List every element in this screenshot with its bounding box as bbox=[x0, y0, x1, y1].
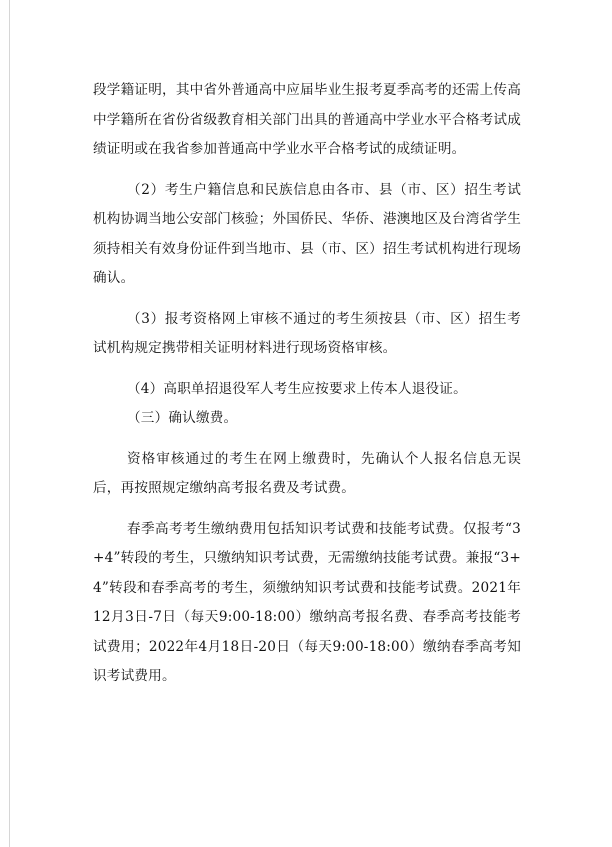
page-left-border bbox=[9, 0, 10, 847]
paragraph-item-4-veteran-certificate: （4）高职单招退役军人考生应按要求上传本人退役证。 bbox=[127, 380, 467, 397]
paragraph-online-payment: 资格审核通过的考生在网上缴费时，先确认个人报名信息无误后，再按照规定缴纳高考报名费及考试费。 bbox=[93, 450, 521, 496]
section-heading-confirm-payment: （三）确认缴费。 bbox=[127, 410, 238, 426]
paragraph-student-status-proof: 段学籍证明，其中省外普通高中应届毕业生报考夏季高考的还需上传高中学籍所在省份省级教育相关部门出具的普通高中学业水平合格考试成绩证明或在我省参加普通高中学业水平合格考试的成绩证明。 bbox=[93, 82, 521, 157]
paragraph-spring-exam-fees: 春季高考考生缴纳费用包括知识考试费和技能考试费。仅报考“3+4”转段的考生，只缴纳知识考试费，无需缴纳技能考试费。兼报“3+4”转段和春季高考的考生，须缴纳知识考试费和技能考试费。2021年12月3日-7日（每天9:00-18:00）缴纳高考报名费、春季高考技能考试费用；2022年4月18日-20日（每天9:00-18:00）缴纳春季高考知识考试费用。 bbox=[93, 520, 521, 684]
document-body bbox=[93, 76, 521, 692]
paragraph-item-2-household-registration: （2）考生户籍信息和民族信息由各市、县（市、区）招生考试机构协调当地公安部门核验；外国侨民、华侨、港澳地区及台湾省学生须持相关有效身份证件到当地市、县（市、区）招生考试机构进行现场确认。 bbox=[93, 181, 521, 286]
paragraph-item-3-onsite-review: （3）报考资格网上审核不通过的考生须按县（市、区）招生考试机构规定携带相关证明材料进行现场资格审核。 bbox=[93, 310, 521, 356]
